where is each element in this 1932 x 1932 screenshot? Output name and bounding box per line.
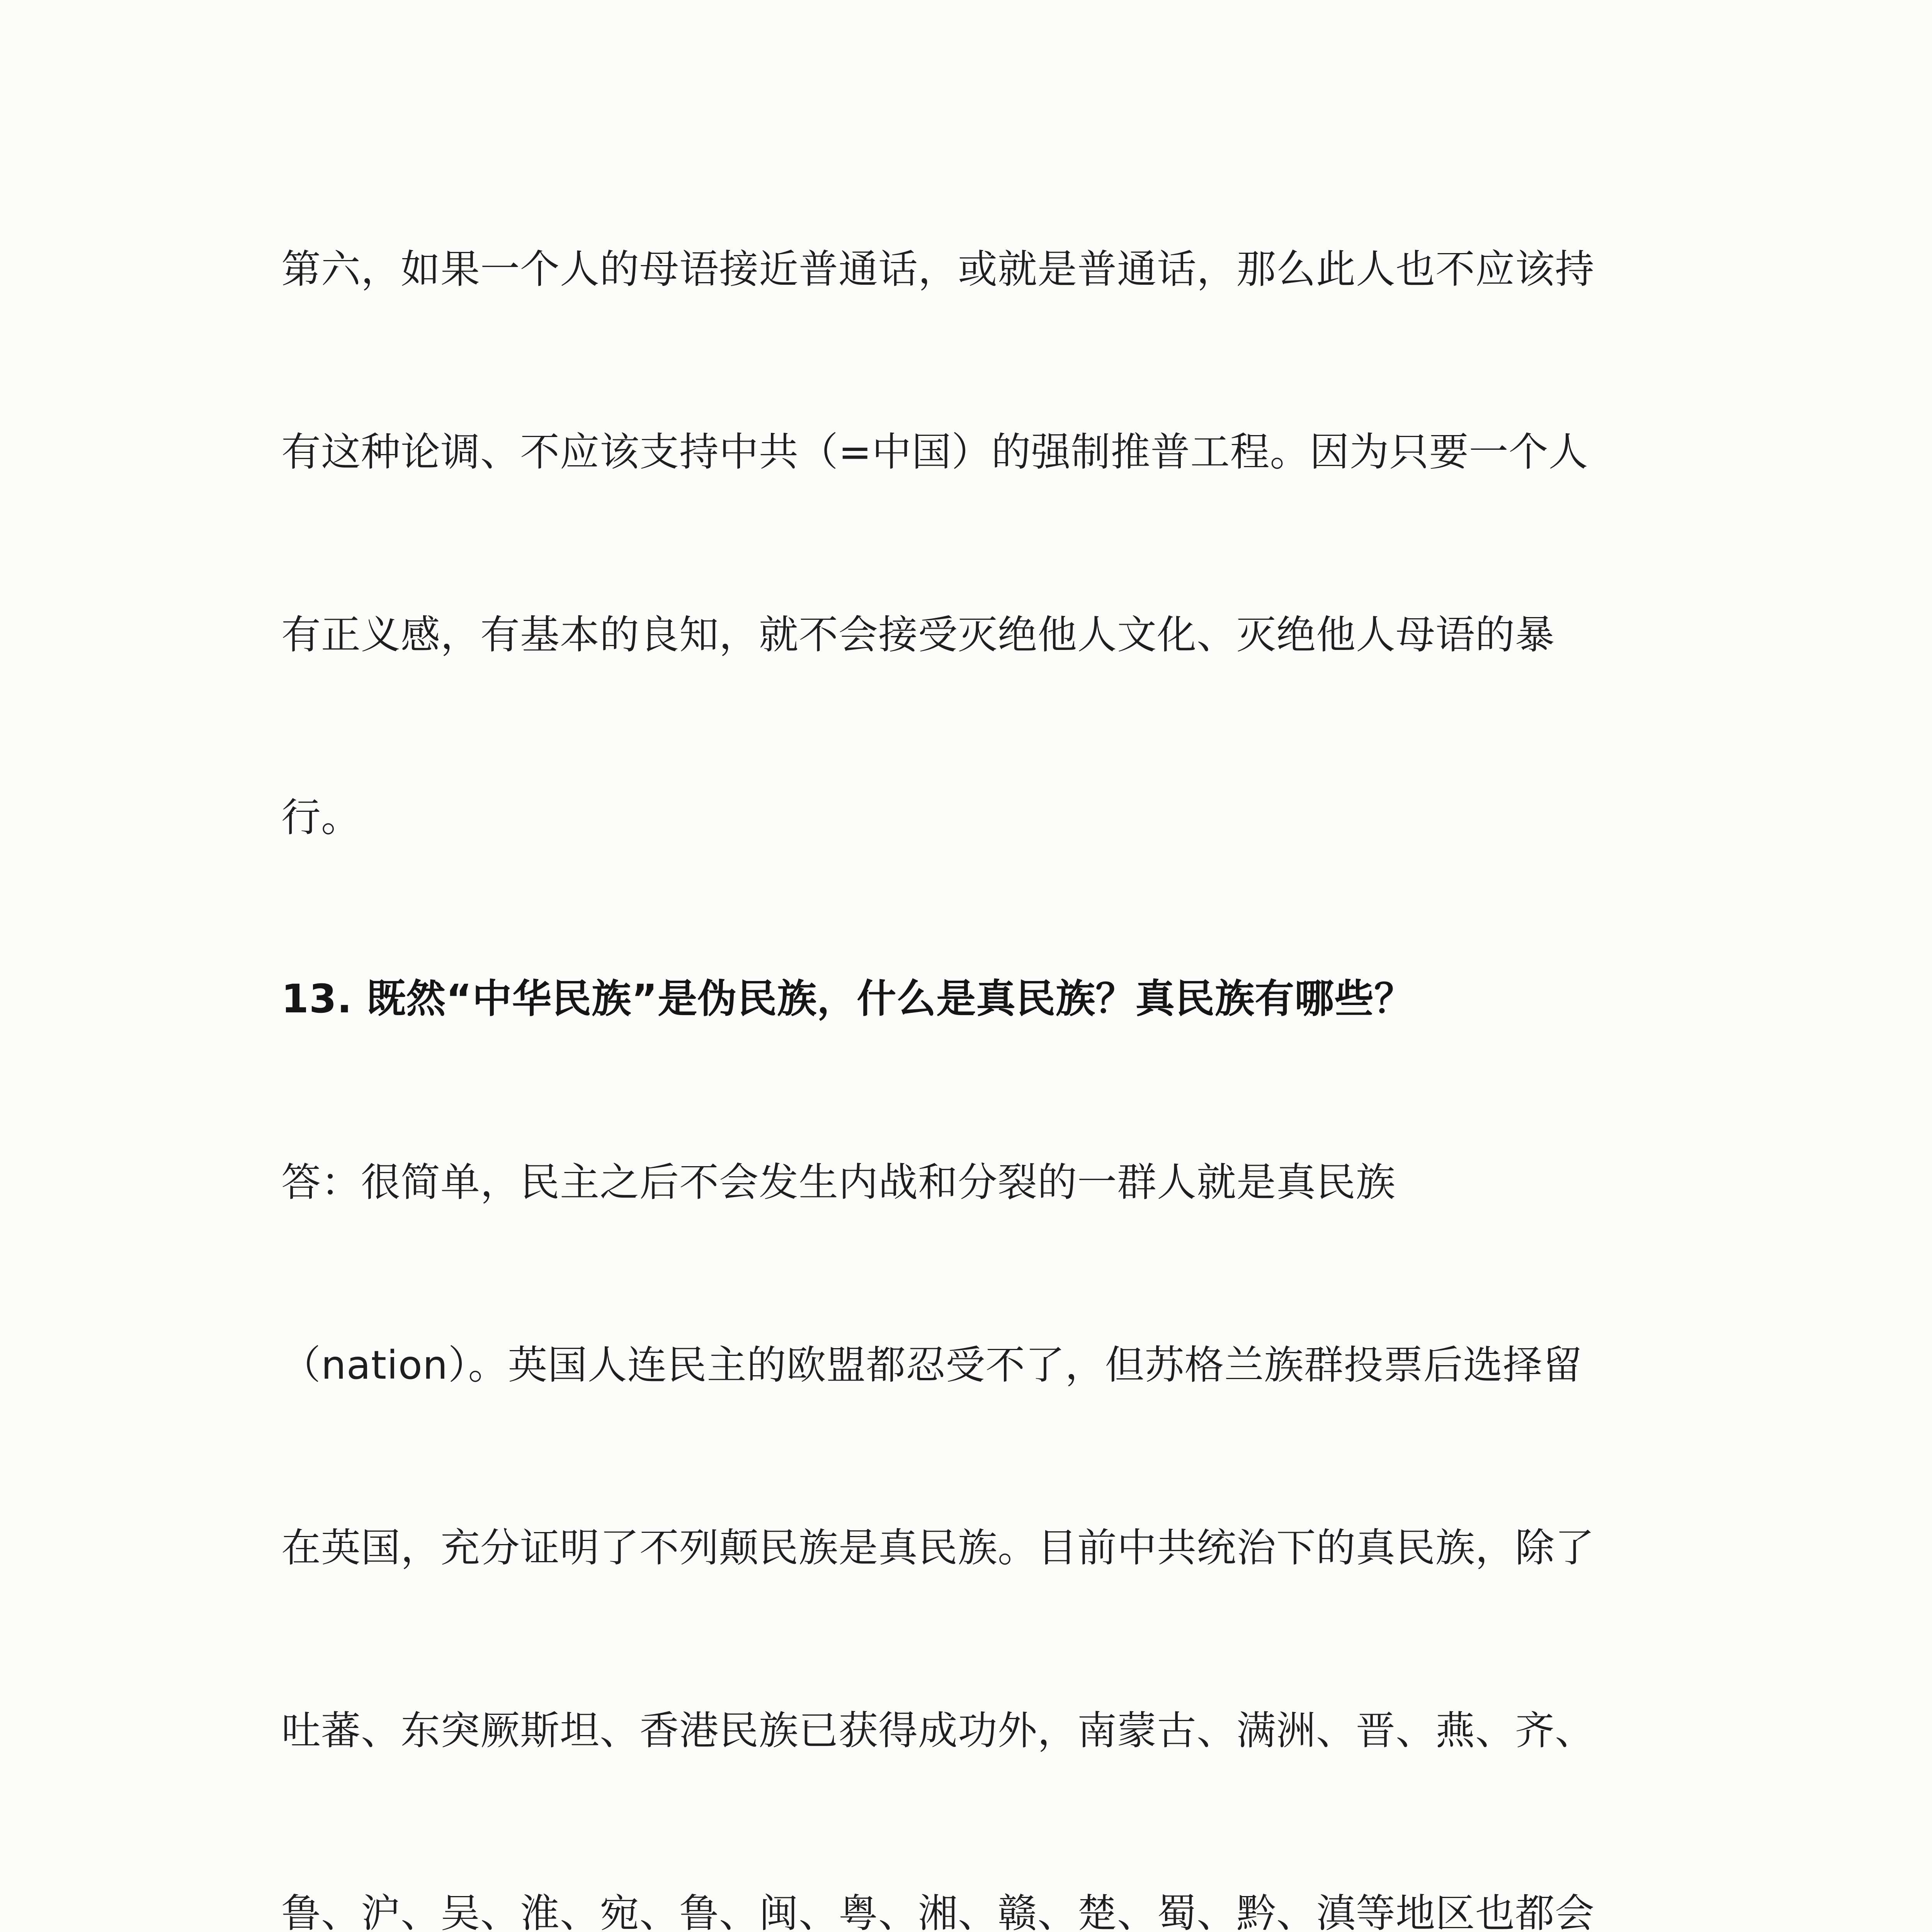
paragraph-6-line-1: 第六，如果一个人的母语接近普通话，或就是普通话，那么此人也不应该持 <box>281 247 1595 293</box>
section-13-heading: 13. 既然“中华民族”是伪民族，什么是真民族？真民族有哪些？ <box>281 976 1414 1022</box>
answer-line-2: （nation）。英国人连民主的欧盟都忍受不了，但苏格兰族群投票后选择留 <box>281 1342 1583 1388</box>
paragraph-6-line-3: 有正义感，有基本的良知，就不会接受灭绝他人文化、灭绝他人母语的暴 <box>281 612 1555 658</box>
answer-line-1: 答：很简单，民主之后不会发生内战和分裂的一群人就是真民族 <box>281 1160 1396 1206</box>
paragraph-6-line-4: 行。 <box>281 795 361 841</box>
paragraph-6-line-2: 有这种论调、不应该支持中共（=中国）的强制推普工程。因为只要一个人 <box>281 429 1588 475</box>
answer-line-4: 吐蕃、东突厥斯坦、香港民族已获得成功外，南蒙古、满洲、晋、燕、齐、 <box>281 1708 1595 1754</box>
answer-line-3: 在英国，充分证明了不列颠民族是真民族。目前中共统治下的真民族，除了 <box>281 1525 1595 1571</box>
answer-line-5: 鲁、沪、吴、淮、宛、鲁、闽、粤、湘、赣、楚、蜀、黔、滇等地区也都会 <box>281 1891 1595 1932</box>
